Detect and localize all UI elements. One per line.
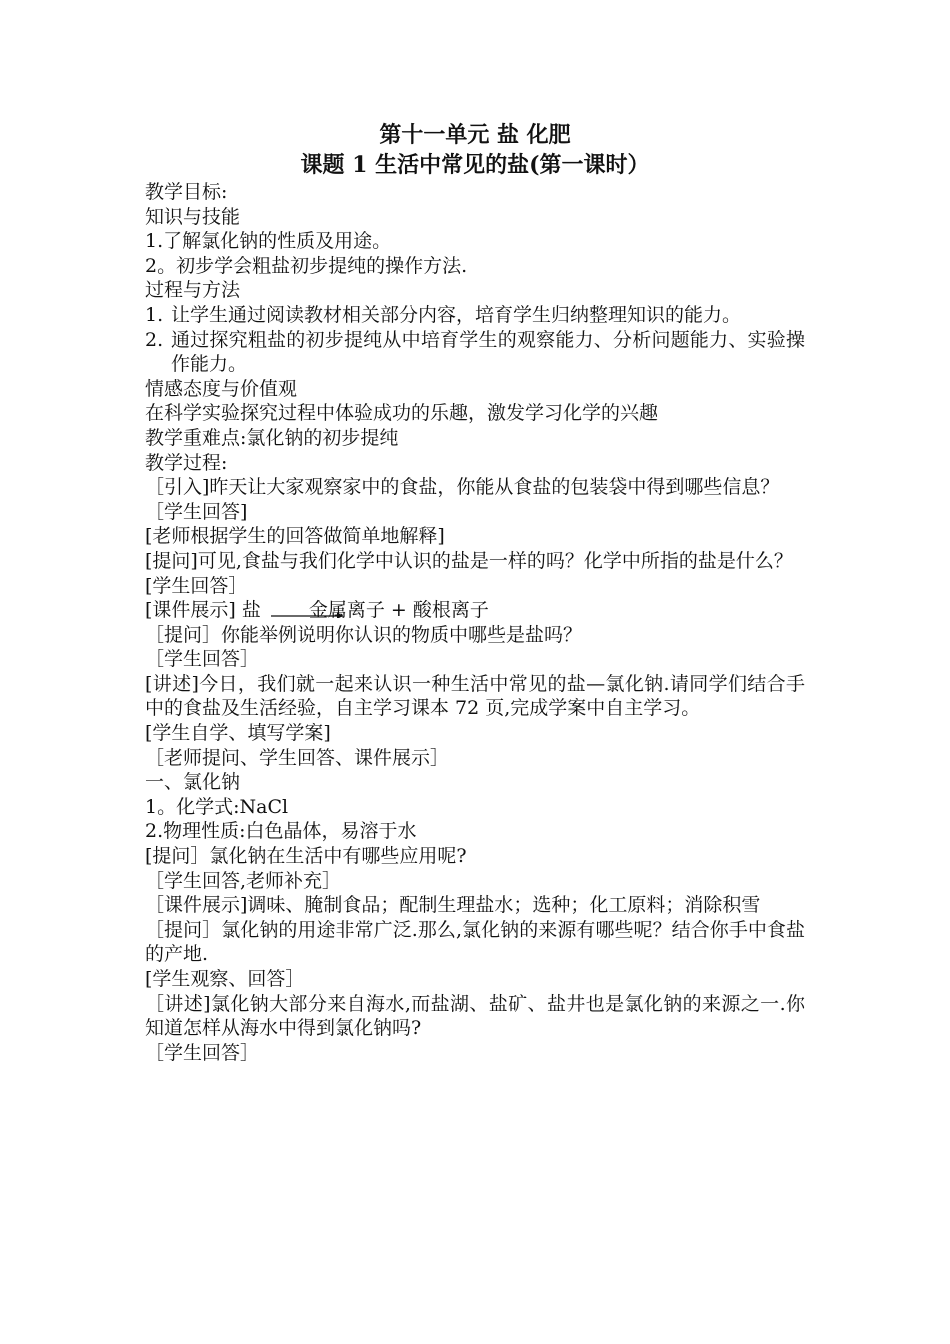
text-line: ［提问］氯化钠的用途非常广泛.那么,氯化钠的来源有哪些呢？结合你手中食盐的产地. xyxy=(145,918,805,966)
text-line: ［学生回答］ xyxy=(145,1041,260,1064)
text-line: 1.了解氯化钠的性质及用途。 xyxy=(145,230,392,253)
text-line: ［引入]昨天让大家观察家中的食盐，你能从食盐的包装袋中得到哪些信息？ xyxy=(145,476,780,499)
item-number: 1. xyxy=(145,303,164,326)
text-line: 知识与技能 xyxy=(145,205,241,228)
text-line: 教学重难点:氯化钠的初步提纯 xyxy=(145,426,399,449)
text-line: 情感态度与价值观 xyxy=(145,377,298,400)
text-line: [学生回答］ xyxy=(145,574,248,597)
document-page xyxy=(145,120,805,1065)
text-line: ［学生回答,老师补充］ xyxy=(145,869,342,892)
text-line: 过程与方法 xyxy=(145,279,241,302)
text-line: ［老师提问、学生回答、课件展示］ xyxy=(145,746,450,769)
lesson-title: 课题 1 生活中常见的盐(第一课时） xyxy=(300,152,650,178)
text-line: [提问]可见,食盐与我们化学中认识的盐是一样的吗？化学中所指的盐是什么？ xyxy=(145,549,793,572)
text-line: [老师根据学生的回答做简单地解释] xyxy=(145,525,445,548)
text-line: 教学目标: xyxy=(145,181,228,203)
text-line: [讲述]今日，我们就一起来认识一种生活中常见的盐—氯化钠.请同学们结合手中的食盐及生活经验，自主学习课本 72 页,完成学案中自主学习。 xyxy=(145,672,805,720)
text-line: 教学过程: xyxy=(145,451,228,474)
formula-left: [课件展示] 盐 xyxy=(145,599,261,622)
text-line: [提问］氯化钠在生活中有哪些应用呢? xyxy=(145,845,467,868)
text-line: 2.物理性质:白色晶体，易溶于水 xyxy=(145,820,417,843)
text-line: ［学生回答］ xyxy=(145,648,260,671)
text-line: ［课件展示]调味、腌制食品；配制生理盐水；选种；化工原料；消除积雪 xyxy=(145,894,761,917)
formula-line xyxy=(145,598,805,623)
text-line: 1。化学式:NaCl xyxy=(145,795,289,818)
unit-title: 第十一单元 盐 化肥 xyxy=(379,122,571,148)
text-line: [学生观察、回答］ xyxy=(145,968,305,990)
text-line: ［讲述]氯化钠大部分来自海水,而盐湖、盐矿、盐井也是氯化钠的来源之一.你知道怎样从海水中得到氯化钠吗? xyxy=(145,992,805,1040)
formula-right: 金属离子 + 酸根离子 xyxy=(308,599,489,622)
item-text: 通过探究粗盐的初步提纯从中培育学生的观察能力、分析问题能力、实验操作能力。 xyxy=(171,328,805,376)
text-line: 一、氯化钠 xyxy=(145,771,241,794)
numbered-item xyxy=(145,303,805,328)
text-line: ［学生回答] xyxy=(145,500,248,523)
text-line: [学生自学、填写学案] xyxy=(145,722,331,745)
item-text: 让学生通过阅读教材相关部分内容，培育学生归纳整理知识的能力。 xyxy=(171,303,742,326)
text-line: 在科学实验探究过程中体验成功的乐趣，激发学习化学的兴趣 xyxy=(145,402,659,425)
text-line: 2。初步学会粗盐初步提纯的操作方法. xyxy=(145,254,468,277)
text-line: ［提问］你能举例说明你认识的物质中哪些是盐吗？ xyxy=(145,623,583,646)
item-number: 2. xyxy=(145,328,164,351)
numbered-item xyxy=(145,328,805,377)
